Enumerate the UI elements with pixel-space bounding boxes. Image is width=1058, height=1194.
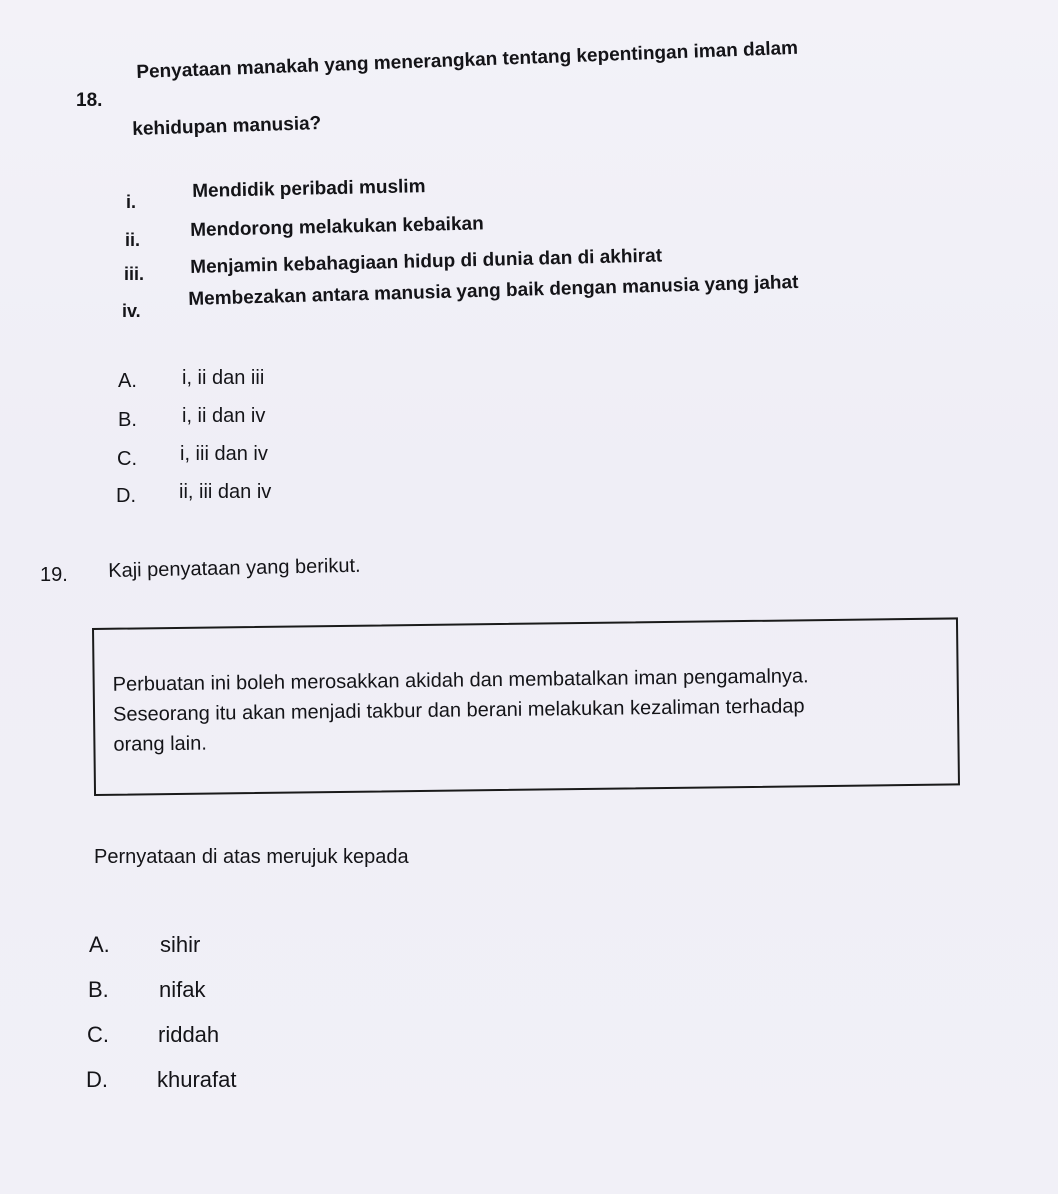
statement-text: Mendorong melakukan kebaikan [190,213,484,241]
option-letter: D. [86,1067,108,1092]
reference-text: Pernyataan di atas merujuk kepada [94,846,409,868]
statement-number: ii. [125,230,141,250]
statement-number: iii. [124,264,145,284]
question-text-line-1: Penyataan manakah yang menerangkan tentang kepentingan iman dalam [136,37,799,83]
question-text: Kaji penyataan yang berikut. [108,554,361,582]
option-text: ii, iii dan iv [179,481,272,503]
option-letter: C. [87,1022,109,1047]
option-text: sihir [160,932,201,957]
statement-text: Membezakan antara manusia yang baik dengan manusia yang jahat [188,271,799,310]
statement-number: iv. [122,301,141,321]
statement-box [92,617,960,796]
option-text: i, ii dan iii [182,367,265,389]
option-letter: B. [88,977,109,1002]
option-text: riddah [158,1022,220,1047]
question-text-line-2: kehidupan manusia? [132,113,322,140]
statement-box-line: Seseorang itu akan menjadi takbur dan berani melakukan kezaliman terhadap [112,695,805,726]
option-letter: A. [89,932,110,957]
statement-box-line: orang lain. [113,732,207,756]
option-text: i, ii dan iv [182,405,266,427]
statement-text: Mendidik peribadi muslim [192,176,426,202]
option-letter: D. [116,485,136,507]
option-letter: A. [118,370,137,392]
statement-box-line: Perbuatan ini boleh merosakkan akidah dan membatalkan iman pengamalnya. [112,665,809,696]
question-number: 18. [76,90,103,111]
statement-text: Menjamin kebahagiaan hidup di dunia dan di akhirat [190,245,663,278]
question-number: 19. [40,564,68,586]
option-letter: C. [117,448,137,470]
option-text: nifak [159,977,206,1002]
option-letter: B. [118,409,137,431]
option-text: i, iii dan iv [180,443,268,465]
statement-number: i. [126,192,137,212]
option-text: khurafat [157,1067,237,1092]
